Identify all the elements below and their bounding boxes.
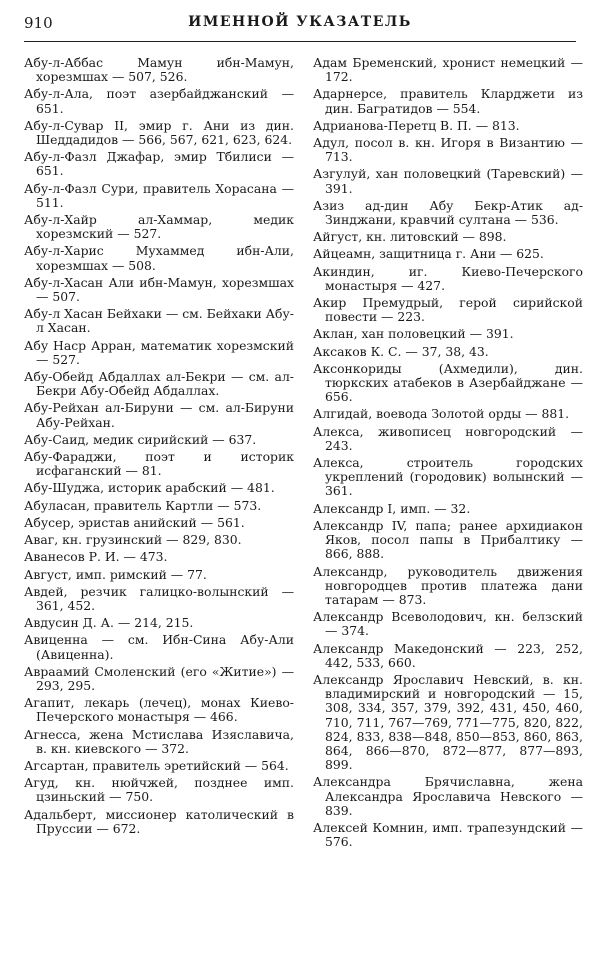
index-entry: Абу-Фараджи, поэт и историк исфаганский — 81. bbox=[24, 449, 294, 479]
index-entry: Абу Наср Арран, математик хорезмский — 527. bbox=[24, 337, 294, 367]
index-entry: Агуд, кн. нюйчжей, позднее имп. цзиньский — 750. bbox=[24, 775, 294, 805]
page-header bbox=[24, 14, 576, 38]
index-entry: Аваг, кн. грузинский — 829, 830. bbox=[24, 532, 242, 548]
index-entry: Александр Всеволодович, кн. белзский — 374. bbox=[313, 609, 583, 639]
index-entry: Авиценна — см. Ибн-Сина Абу-Али (Авиценна). bbox=[24, 632, 294, 662]
index-entry: Александра Брячиславна, жена Александра Ярославича Невского — 839. bbox=[313, 774, 583, 818]
index-entry: Авраамий Смоленский (его «Житие») — 293, 295. bbox=[24, 663, 294, 693]
index-entry: Агнесса, жена Мстислава Изяславича, в. кн. киевского — 372. bbox=[24, 726, 294, 756]
index-entry: Абу-л-Хайр ал-Хаммар, медик хорезмский — 527. bbox=[24, 212, 294, 242]
index-entry: Акиндин, иг. Киево-Печерского монастыря — 427. bbox=[313, 263, 583, 293]
index-entry: Абу-Саид, медик сирийский — 637. bbox=[24, 431, 257, 447]
page-number: 910 bbox=[24, 14, 53, 32]
index-column-left bbox=[24, 56, 294, 839]
index-entry: Абу-л-Хасан Али ибн-Мамун, хорезмшах — 507. bbox=[24, 274, 294, 305]
index-entry: Азиз ад-дин Абу Бекр-Атик ад-Зинджани, кравчий султана — 536. bbox=[313, 197, 583, 228]
index-entry: Александр, руководитель движения новгородцев против платежа дани татарам — 873. bbox=[313, 563, 583, 607]
index-entry: Алекса, живописец новгородский — 243. bbox=[313, 423, 583, 453]
index-entry: Айцеамн, защитница г. Ани — 625. bbox=[313, 246, 544, 262]
index-entry: Абу-л-Аббас Мамун ибн-Мамун, хорезмшах — 507, 526. bbox=[24, 55, 294, 85]
index-entry: Абу-л-Фазл Джафар, эмир Тбилиси — 651. bbox=[24, 149, 294, 179]
index-entry: Абу-л-Фазл Сури, правитель Хорасана — 511. bbox=[24, 180, 294, 210]
index-entry: Абусер, эристав анийский — 561. bbox=[24, 514, 245, 530]
index-column-right bbox=[313, 56, 583, 852]
index-entry: Август, имп. римский — 77. bbox=[24, 566, 207, 582]
index-entry: Александр Ярославич Невский, в. кн. владимирский и новгородский — 15, 308, 334, 357, 379, 392, 431, 450, 460, 710, 711, 767—769, 771—775, 820, 822, 824, 833, 838—848, 850—853, 860, 863, 864, 866—870, 872—877, 877—893, 899. bbox=[313, 671, 583, 773]
index-entry: Азгулуй, хан половецкий (Таревский) — 391. bbox=[313, 166, 583, 196]
index-entry: Адрианова-Перетц В. П. — 813. bbox=[313, 117, 520, 133]
index-entry: Авдей, резчик галицко-волынский — 361, 452. bbox=[24, 583, 294, 613]
index-entry: Аклан, хан половецкий — 391. bbox=[313, 326, 514, 342]
index-entry: Авдусин Д. А. — 214, 215. bbox=[24, 615, 194, 631]
index-entry: Аксонкориды (Ахмедили), дин. тюркских атабеков в Азербайджане — 656. bbox=[313, 360, 583, 405]
index-entry: Абу-л-Сувар II, эмир г. Ани из дин. Шеддадидов — 566, 567, 621, 623, 624. bbox=[24, 117, 294, 148]
header-rule bbox=[24, 41, 576, 42]
index-entry: Абу-Рейхан ал-Бируни — см. ал-Бируни Абу-Рейхан. bbox=[24, 400, 294, 430]
index-entry: Адул, посол в. кн. Игоря в Византию — 713. bbox=[313, 135, 583, 165]
index-entry: Алексей Комнин, имп. трапезундский — 576. bbox=[313, 819, 583, 850]
index-entry: Абуласан, правитель Картли — 573. bbox=[24, 497, 262, 513]
index-entry: Абу-л-Харис Мухаммед ибн-Али, хорезмшах — 508. bbox=[24, 243, 294, 273]
index-entry: Адарнерсе, правитель Кларджети из дин. Багратидов — 554. bbox=[313, 86, 583, 116]
index-entry: Аксаков К. С. — 37, 38, 43. bbox=[313, 343, 489, 359]
index-entry: Абу-Шуджа, историк арабский — 481. bbox=[24, 480, 275, 496]
index-entry: Абу-л-Ала, поэт азербайджанский — 651. bbox=[24, 86, 294, 116]
index-entry: Агсартан, правитель эретийский — 564. bbox=[24, 757, 289, 773]
index-entry: Адальберт, миссионер католический в Пруссии — 672. bbox=[24, 806, 294, 836]
index-entry: Алгидай, воевода Золотой орды — 881. bbox=[313, 406, 570, 422]
index-entry: Александр IV, папа; ранее архидиакон Яков, посол папы в Прибалтику — 866, 888. bbox=[313, 517, 583, 562]
index-entry: Акир Премудрый, герой сирийской повести — 223. bbox=[313, 295, 583, 325]
index-entry: Айгуст, кн. литовский — 898. bbox=[313, 229, 507, 245]
index-entry: Агапит, лекарь (лечец), монах Киево-Печерского монастыря — 466. bbox=[24, 695, 294, 725]
index-entry: Александр Македонский — 223, 252, 442, 533, 660. bbox=[313, 640, 583, 670]
index-entry: Алекса, строитель городских укреплений (городовик) волынский — 361. bbox=[313, 455, 583, 499]
index-entry: Абу-л Хасан Бейхаки — см. Бейхаки Абу-л Хасан. bbox=[24, 306, 294, 336]
running-title: ИМЕННОЙ УКАЗАТЕЛЬ bbox=[188, 14, 412, 30]
index-entry: Адам Бременский, хронист немецкий — 172. bbox=[313, 55, 583, 85]
index-entry: Абу-Обейд Абдаллах ал-Бекри — см. ал-Бекри Абу-Обейд Абдаллах. bbox=[24, 369, 294, 399]
index-entry: Александр I, имп. — 32. bbox=[313, 500, 471, 516]
index-entry: Аванесов Р. И. — 473. bbox=[24, 549, 168, 565]
